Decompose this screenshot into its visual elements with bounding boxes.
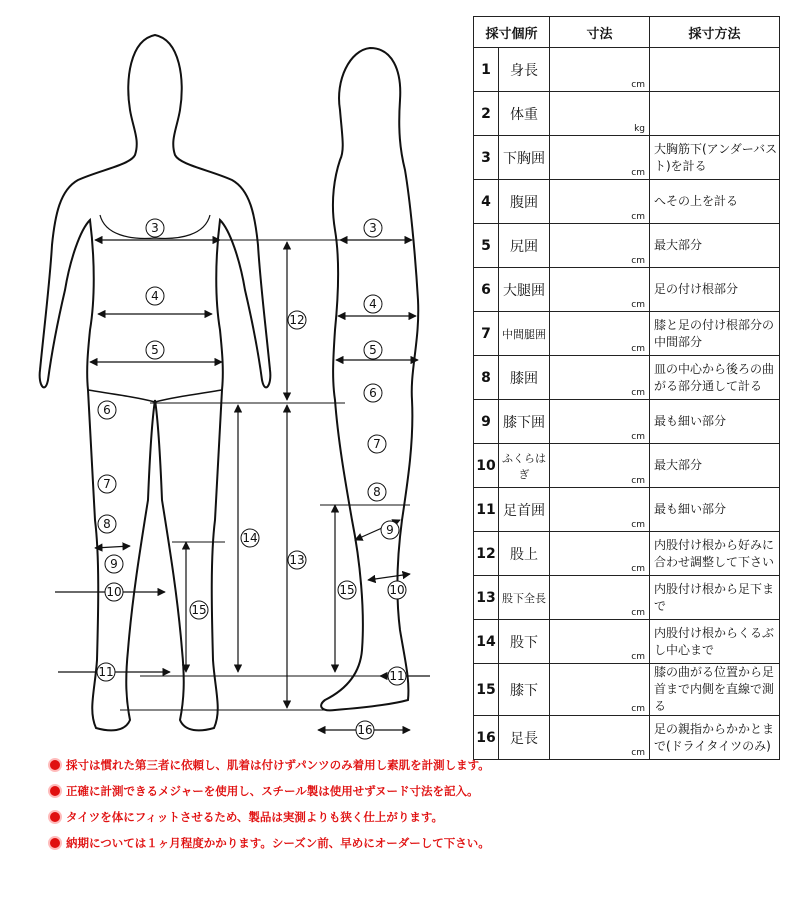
row-value-field[interactable] xyxy=(550,92,650,136)
table-row xyxy=(474,664,780,716)
row-part: 中間腿囲 xyxy=(499,312,550,356)
row-unit: cm xyxy=(631,704,645,714)
row-method: 内股付け根から好みに合わせ調整して下さい xyxy=(650,532,780,576)
label-15-side xyxy=(338,581,356,599)
table-row xyxy=(474,312,780,356)
row-unit: cm xyxy=(631,256,645,266)
table-row xyxy=(474,576,780,620)
body-measurement-diagram xyxy=(0,0,470,740)
table-row xyxy=(474,48,780,92)
row-unit: cm xyxy=(631,432,645,442)
svg-text:14: 14 xyxy=(242,531,258,545)
note-item xyxy=(48,804,468,830)
svg-text:3: 3 xyxy=(369,221,377,235)
table-row xyxy=(474,268,780,312)
table-row xyxy=(474,620,780,664)
row-method: 内股付け根から足下まで xyxy=(650,576,780,620)
table-row xyxy=(474,532,780,576)
row-number: 6 xyxy=(474,268,499,312)
svg-text:4: 4 xyxy=(369,297,377,311)
row-part: 身長 xyxy=(499,48,550,92)
row-unit: cm xyxy=(631,212,645,222)
svg-text:3: 3 xyxy=(151,221,159,235)
row-part: 下胸囲 xyxy=(499,136,550,180)
row-method: 足の付け根部分 xyxy=(650,268,780,312)
row-value-field[interactable] xyxy=(550,716,650,760)
note-text: タイツを体にフィットさせるため、製品は実測よりも狭く仕上がります。 xyxy=(66,810,443,824)
row-value-field[interactable] xyxy=(550,664,650,716)
svg-text:10: 10 xyxy=(389,583,405,597)
label-8-side xyxy=(368,483,386,501)
svg-text:11: 11 xyxy=(98,665,114,679)
header-method: 採寸方法 xyxy=(650,17,780,48)
row-value-field[interactable] xyxy=(550,532,650,576)
row-number: 9 xyxy=(474,400,499,444)
row-part: 体重 xyxy=(499,92,550,136)
row-number: 7 xyxy=(474,312,499,356)
row-value-field[interactable] xyxy=(550,620,650,664)
svg-text:4: 4 xyxy=(151,289,159,303)
row-value-field[interactable] xyxy=(550,136,650,180)
svg-text:12: 12 xyxy=(289,313,305,327)
row-method: 膝の曲がる位置から足首まで内側を直線で測る xyxy=(650,664,780,716)
row-part: 膝下囲 xyxy=(499,400,550,444)
svg-text:6: 6 xyxy=(369,386,377,400)
svg-text:9: 9 xyxy=(110,557,118,571)
row-unit: cm xyxy=(631,344,645,354)
svg-text:6: 6 xyxy=(103,403,111,417)
label-10-side xyxy=(388,581,406,599)
row-part: 足首囲 xyxy=(499,488,550,532)
line-10-side xyxy=(368,574,410,580)
row-part: 膝下 xyxy=(499,664,550,716)
table-row xyxy=(474,488,780,532)
label-12 xyxy=(288,311,306,329)
front-body-outline xyxy=(40,35,271,730)
label-14 xyxy=(241,529,259,547)
note-item xyxy=(48,778,479,804)
label-13 xyxy=(288,551,306,569)
row-number: 10 xyxy=(474,444,499,488)
note-text: 採寸は慣れた第三者に依頼し、肌着は付けずパンツのみ着用し素肌を計測します。 xyxy=(66,758,490,772)
row-part: 股上 xyxy=(499,532,550,576)
row-unit: cm xyxy=(631,168,645,178)
row-method xyxy=(650,48,780,92)
label-11-front xyxy=(97,663,115,681)
row-method: へその上を計る xyxy=(650,180,780,224)
svg-text:5: 5 xyxy=(369,343,377,357)
row-value-field[interactable] xyxy=(550,312,650,356)
notes-list xyxy=(48,752,490,856)
label-6-side xyxy=(364,384,382,402)
row-unit: cm xyxy=(631,652,645,662)
row-unit: cm xyxy=(631,608,645,618)
table-row xyxy=(474,136,780,180)
label-4-front xyxy=(146,287,164,305)
line-9-front xyxy=(95,546,130,548)
svg-text:5: 5 xyxy=(151,343,159,357)
table-row xyxy=(474,716,780,760)
row-unit: cm xyxy=(631,748,645,758)
row-unit: cm xyxy=(631,80,645,90)
row-unit: cm xyxy=(631,300,645,310)
row-part: 股下 xyxy=(499,620,550,664)
note-text: 納期については１ヶ月程度かかります。シーズン前、早めにオーダーして下さい。 xyxy=(66,836,490,850)
row-value-field[interactable] xyxy=(550,400,650,444)
bullet-icon xyxy=(48,810,62,824)
svg-text:10: 10 xyxy=(106,585,122,599)
label-3-side xyxy=(364,219,382,237)
row-number: 14 xyxy=(474,620,499,664)
table-row xyxy=(474,224,780,268)
label-8-front xyxy=(98,515,116,533)
label-5-side xyxy=(364,341,382,359)
row-part: 大腿囲 xyxy=(499,268,550,312)
row-number: 3 xyxy=(474,136,499,180)
row-number: 4 xyxy=(474,180,499,224)
row-number: 5 xyxy=(474,224,499,268)
table-row xyxy=(474,92,780,136)
row-number: 13 xyxy=(474,576,499,620)
row-value-field[interactable] xyxy=(550,180,650,224)
row-unit: cm xyxy=(631,564,645,574)
row-value-field[interactable] xyxy=(550,576,650,620)
bullet-icon xyxy=(48,836,62,850)
label-3-front xyxy=(146,219,164,237)
row-number: 1 xyxy=(474,48,499,92)
row-number: 11 xyxy=(474,488,499,532)
row-method: 内股付け根からくるぶし中心まで xyxy=(650,620,780,664)
svg-text:15: 15 xyxy=(339,583,355,597)
svg-text:7: 7 xyxy=(103,477,111,491)
label-15-front xyxy=(190,601,208,619)
row-number: 15 xyxy=(474,664,499,716)
svg-text:11: 11 xyxy=(389,669,405,683)
row-part: 膝囲 xyxy=(499,356,550,400)
row-number: 12 xyxy=(474,532,499,576)
row-part: 足長 xyxy=(499,716,550,760)
row-number: 8 xyxy=(474,356,499,400)
header-size: 寸法 xyxy=(550,17,650,48)
header-part: 採寸個所 xyxy=(474,17,550,48)
svg-text:7: 7 xyxy=(373,437,381,451)
label-16 xyxy=(356,721,374,739)
row-number: 16 xyxy=(474,716,499,760)
measurement-table xyxy=(473,16,780,760)
table-row xyxy=(474,180,780,224)
row-unit: cm xyxy=(631,520,645,530)
label-10-front xyxy=(105,583,123,601)
row-method: 皿の中心から後ろの曲がる部分通して計る xyxy=(650,356,780,400)
row-number: 2 xyxy=(474,92,499,136)
row-value-field[interactable] xyxy=(550,356,650,400)
row-part: 股下全長 xyxy=(499,576,550,620)
svg-text:9: 9 xyxy=(386,523,394,537)
label-9-front xyxy=(105,555,123,573)
row-value-field[interactable] xyxy=(550,224,650,268)
table-row xyxy=(474,444,780,488)
note-item xyxy=(48,830,490,856)
row-method: 膝と足の付け根部分の中間部分 xyxy=(650,312,780,356)
row-method: 最大部分 xyxy=(650,444,780,488)
bullet-icon xyxy=(48,784,62,798)
side-body-outline xyxy=(321,48,418,710)
row-method xyxy=(650,92,780,136)
note-text: 正確に計測できるメジャーを使用し、スチール製は使用せずヌード寸法を記入。 xyxy=(66,784,479,798)
row-value-field[interactable] xyxy=(550,488,650,532)
row-unit: cm xyxy=(631,388,645,398)
svg-text:8: 8 xyxy=(103,517,111,531)
row-part: 腹囲 xyxy=(499,180,550,224)
svg-text:16: 16 xyxy=(357,723,373,737)
row-method: 最も細い部分 xyxy=(650,400,780,444)
row-method: 最も細い部分 xyxy=(650,488,780,532)
label-7-front xyxy=(98,475,116,493)
label-5-front xyxy=(146,341,164,359)
label-9-side xyxy=(381,521,399,539)
row-method: 大胸筋下(アンダーバスト)を計る xyxy=(650,136,780,180)
row-value-field[interactable] xyxy=(550,48,650,92)
row-method: 最大部分 xyxy=(650,224,780,268)
svg-text:15: 15 xyxy=(191,603,207,617)
table-header-row xyxy=(474,17,780,48)
label-6-front xyxy=(98,401,116,419)
table-row xyxy=(474,356,780,400)
table-row xyxy=(474,400,780,444)
row-unit: kg xyxy=(634,124,645,134)
label-4-side xyxy=(364,295,382,313)
row-value-field[interactable] xyxy=(550,444,650,488)
row-unit: cm xyxy=(631,476,645,486)
svg-text:8: 8 xyxy=(373,485,381,499)
label-11-side xyxy=(388,667,406,685)
svg-text:13: 13 xyxy=(289,553,305,567)
bullet-icon xyxy=(48,758,62,772)
row-method: 足の親指からかかとまで(ドライタイツのみ) xyxy=(650,716,780,760)
row-part: 尻囲 xyxy=(499,224,550,268)
label-7-side xyxy=(368,435,386,453)
row-value-field[interactable] xyxy=(550,268,650,312)
note-item xyxy=(48,752,490,778)
row-part: ふくらはぎ xyxy=(499,444,550,488)
